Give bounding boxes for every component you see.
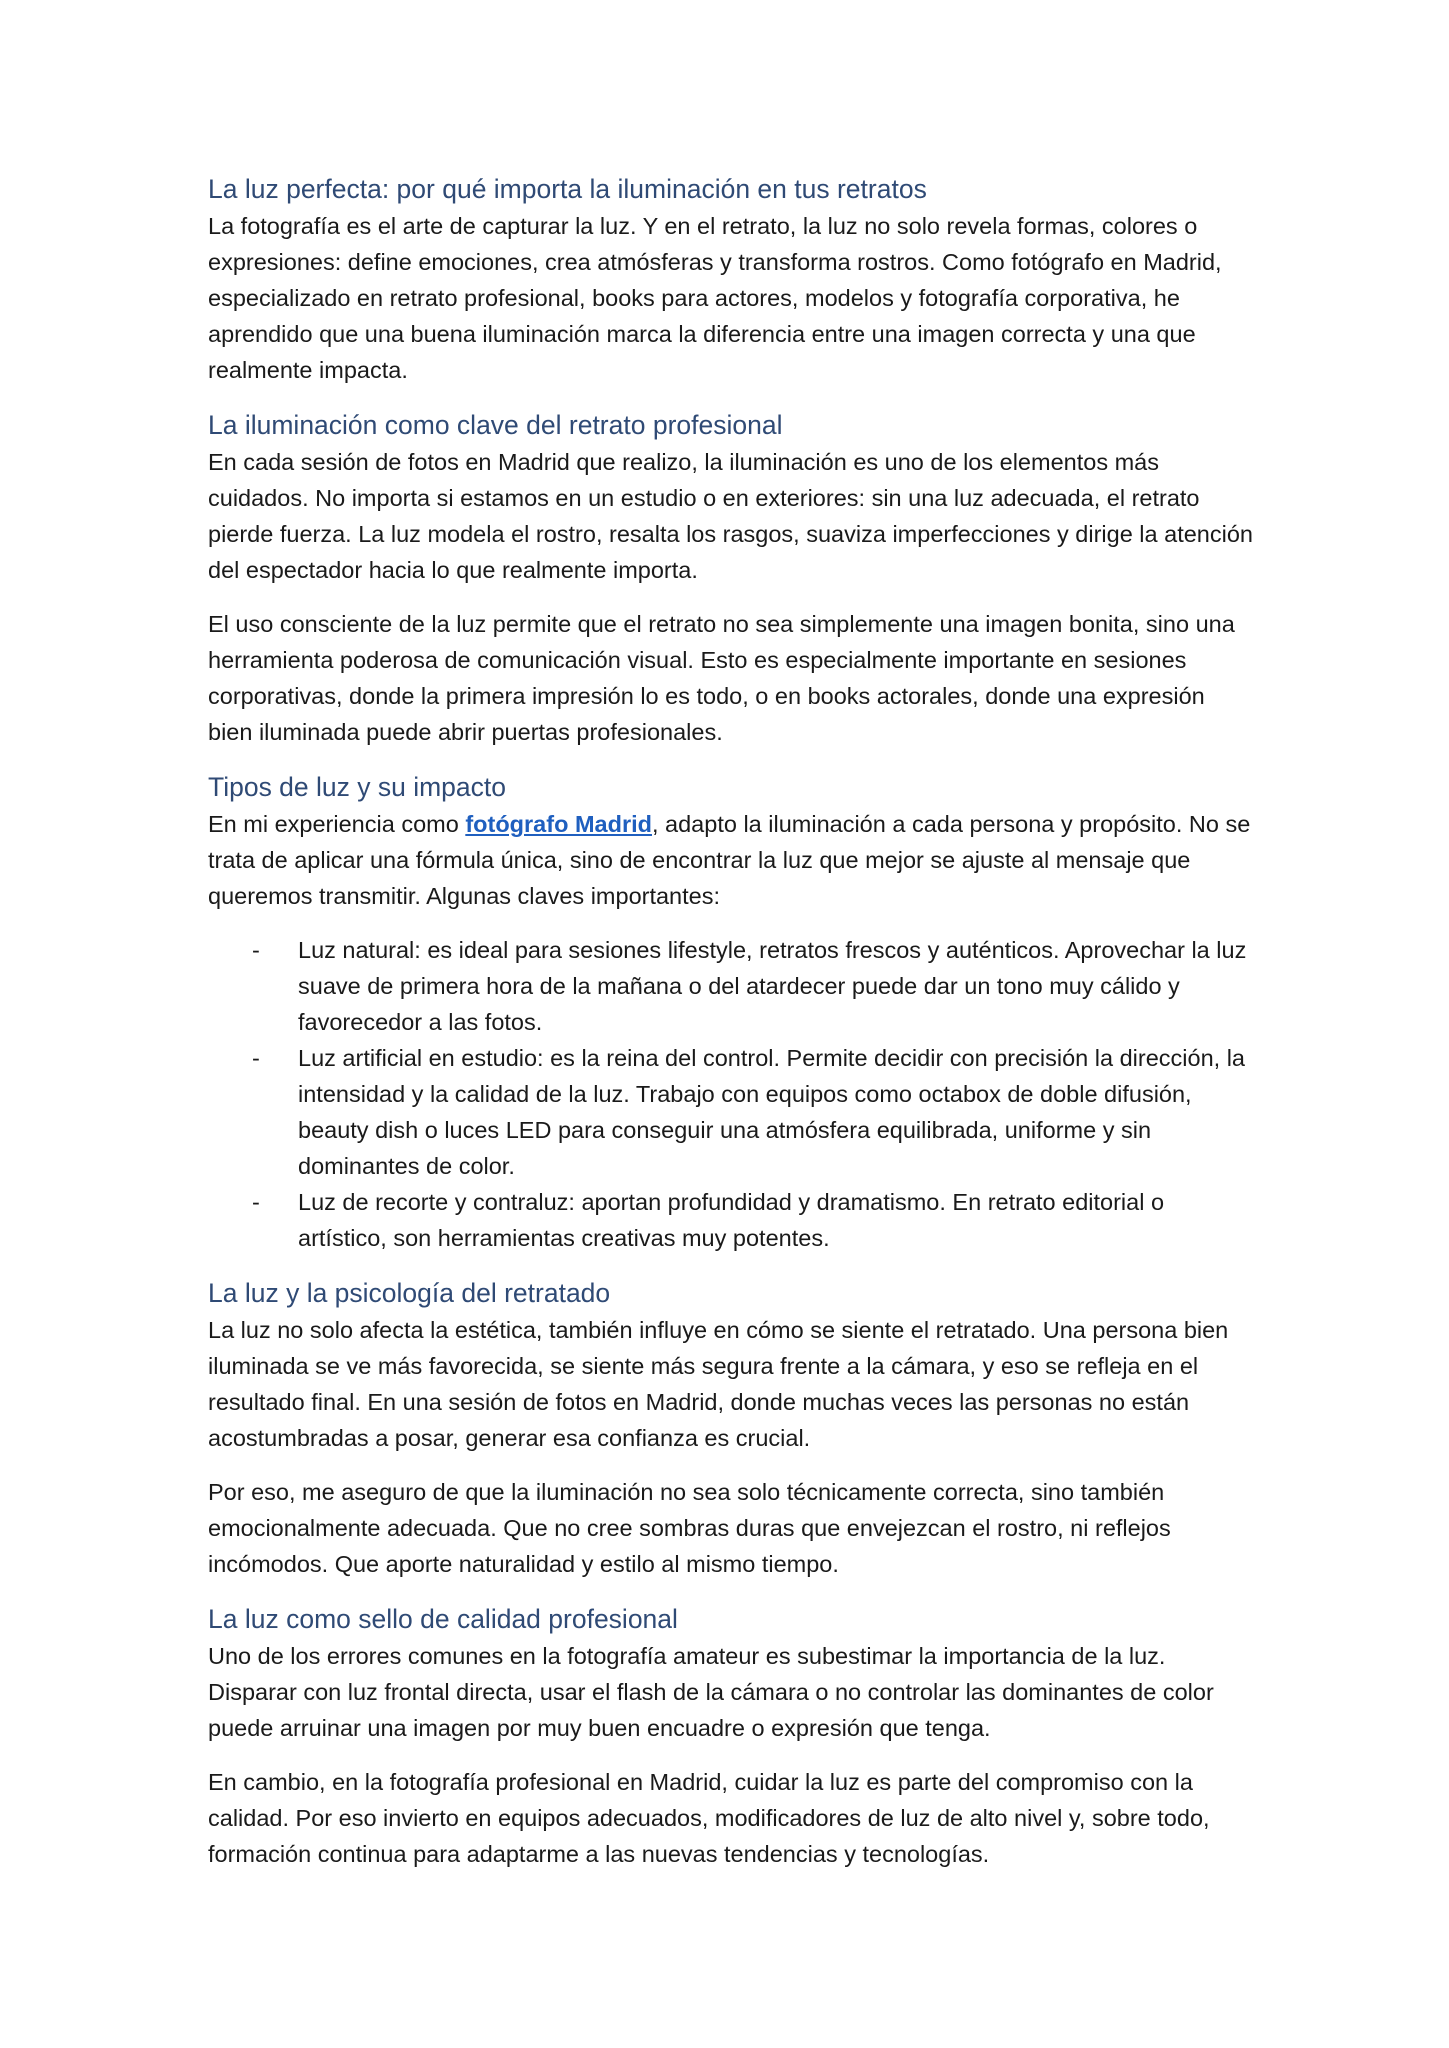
fotografo-madrid-link[interactable]: fotógrafo Madrid: [465, 811, 652, 837]
bullet-dash: -: [252, 1189, 260, 1215]
section-heading-iluminacion-clave: La iluminación como clave del retrato profesional: [208, 410, 783, 440]
list-item-text: Luz artificial en estudio: es la reina del control. Permite decidir con precisión la dirección, la intensidad y la calidad de la luz. Trabajo con equipos como octabox de doble difusión, beauty dish o luces LED para conseguir una atmósfera equilibrada, uniforme y sin dominantes de color.: [298, 1045, 1245, 1179]
document-page: [208, 170, 1253, 1872]
list-item-text: Luz de recorte y contraluz: aportan profundidad y dramatismo. En retrato editorial o artístico, son herramientas creativas muy potentes.: [298, 1189, 1165, 1251]
section-heading-tipos-de-luz: Tipos de luz y su impacto: [208, 772, 507, 802]
paragraph: En cambio, en la fotografía profesional en Madrid, cuidar la luz es parte del compromiso con la calidad. Por eso invierto en equipos adecuados, modificadores de luz de alto nivel y, sobre todo, formación continua para adaptarme a las nuevas tendencias y tecnologías.: [208, 1769, 1210, 1867]
bullet-dash: -: [252, 937, 260, 963]
section-heading-sello-calidad: La luz como sello de calidad profesional: [208, 1604, 678, 1634]
list-item-text: Luz natural: es ideal para sesiones lifestyle, retratos frescos y auténticos. Aprovechar la luz suave de primera hora de la mañana o del atardecer puede dar un tono muy cálido y favorecedor a las fotos.: [298, 937, 1247, 1035]
paragraph: La fotografía es el arte de capturar la luz. Y en el retrato, la luz no solo revela formas, colores o expresiones: define emociones, crea atmósferas y transforma rostros. Como fotógrafo en Madrid, especializado en retrato profesional, books para actores, modelos y fotografía corporativa, he aprendido que una buena iluminación marca la diferencia entre una imagen correcta y una que realmente impacta.: [208, 213, 1222, 383]
paragraph: Por eso, me aseguro de que la iluminación no sea solo técnicamente correcta, sino también emocionalmente adecuada. Que no cree sombras duras que envejezcan el rostro, ni reflejos incómodos. Que aporte naturalidad y estilo al mismo tiempo.: [208, 1479, 1171, 1577]
intro-text-before: En mi experiencia como: [208, 811, 466, 837]
section-heading-psicologia: La luz y la psicología del retratado: [208, 1278, 611, 1308]
bullet-list: [208, 932, 1253, 1256]
paragraph: En cada sesión de fotos en Madrid que realizo, la iluminación es uno de los elementos más cuidados. No importa si estamos en un estudio o en exteriores: sin una luz adecuada, el retrato pierde fuerza. La luz modela el rostro, resalta los rasgos, suaviza imperfecciones y dirige la atención del espectador hacia lo que realmente importa.: [208, 449, 1253, 583]
paragraph: La luz no solo afecta la estética, también influye en cómo se siente el retratado. Una persona bien iluminada se ve más favorecida, se siente más segura frente a la cámara, y eso se refleja en el resultado final. En una sesión de fotos en Madrid, donde muchas veces las personas no están acostumbradas a posar, generar esa confianza es crucial.: [208, 1317, 1229, 1451]
list-item: [208, 932, 1253, 1040]
bullet-dash: -: [252, 1045, 260, 1071]
section-heading-luz-perfecta: La luz perfecta: por qué importa la iluminación en tus retratos: [208, 174, 927, 204]
list-item: [208, 1040, 1253, 1184]
intro-text-after: , adapto la iluminación a cada persona y propósito. No se trata de aplicar una fórmula única, sino de encontrar la luz que mejor se ajuste al mensaje que queremos transmitir. Algunas claves importantes:: [208, 811, 1251, 909]
paragraph-with-link: [208, 806, 1253, 914]
list-item: [208, 1184, 1253, 1256]
paragraph: El uso consciente de la luz permite que el retrato no sea simplemente una imagen bonita, sino una herramienta poderosa de comunicación visual. Esto es especialmente importante en sesiones corporativas, donde la primera impresión lo es todo, o en books actorales, donde una expresión bien iluminada puede abrir puertas profesionales.: [208, 611, 1235, 745]
paragraph: Uno de los errores comunes en la fotografía amateur es subestimar la importancia de la luz. Disparar con luz frontal directa, usar el flash de la cámara o no controlar las dominantes de color puede arruinar una imagen por muy buen encuadre o expresión que tenga.: [208, 1643, 1214, 1741]
